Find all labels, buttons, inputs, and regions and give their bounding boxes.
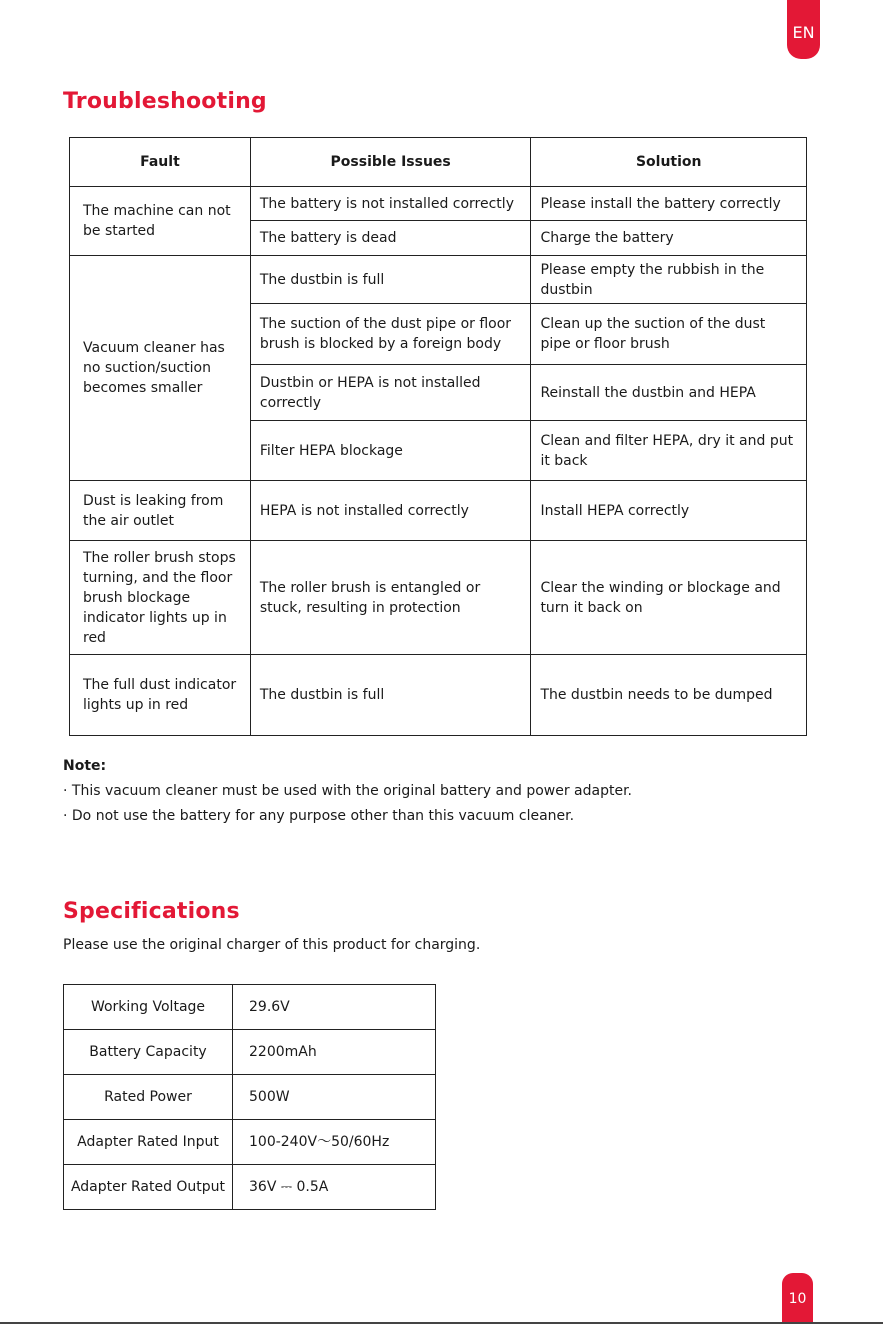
note-item: · This vacuum cleaner must be used with the original battery and power adapter. xyxy=(63,783,633,799)
fault-cell: Dust is leaking from the air outlet xyxy=(70,481,251,541)
fault-cell: The roller brush stops turning, and the floor brush blockage indicator lights up in red xyxy=(70,541,251,655)
table-row xyxy=(70,481,807,541)
table-row xyxy=(64,1030,436,1075)
spec-value: 29.6V xyxy=(233,985,436,1030)
table-row xyxy=(64,1075,436,1120)
solution-cell: Install HEPA correctly xyxy=(531,481,807,541)
table-row xyxy=(64,1120,436,1165)
language-tab: EN xyxy=(787,0,820,59)
solution-cell: Clear the winding or blockage and turn it back on xyxy=(531,541,807,655)
issue-cell: Filter HEPA blockage xyxy=(250,421,531,481)
solution-cell: Please empty the rubbish in the dustbin xyxy=(531,256,807,304)
issue-cell: The suction of the dust pipe or floor brush is blocked by a foreign body xyxy=(250,304,531,365)
table-row xyxy=(70,187,807,221)
note-item: · Do not use the battery for any purpose other than this vacuum cleaner. xyxy=(63,808,575,824)
spec-value: 36V ⎓ 0.5A xyxy=(233,1165,436,1210)
spec-label: Battery Capacity xyxy=(64,1030,233,1075)
page-number: 10 xyxy=(782,1273,813,1324)
spec-value: 100-240V～50/60Hz xyxy=(233,1120,436,1165)
table-row xyxy=(70,256,807,304)
column-header-solution: Solution xyxy=(531,138,807,187)
fault-cell: The full dust indicator lights up in red xyxy=(70,655,251,736)
spec-label: Adapter Rated Input xyxy=(64,1120,233,1165)
troubleshooting-table xyxy=(69,137,807,736)
solution-cell: Please install the battery correctly xyxy=(531,187,807,221)
spec-label: Adapter Rated Output xyxy=(64,1165,233,1210)
spec-value: 500W xyxy=(233,1075,436,1120)
issue-cell: The battery is dead xyxy=(250,221,531,256)
table-row xyxy=(64,985,436,1030)
solution-cell: The dustbin needs to be dumped xyxy=(531,655,807,736)
spec-label: Working Voltage xyxy=(64,985,233,1030)
spec-value: 2200mAh xyxy=(233,1030,436,1075)
column-header-possible-issues: Possible Issues xyxy=(250,138,531,187)
table-row xyxy=(70,655,807,736)
note-title: Note: xyxy=(63,758,107,774)
issue-cell: The roller brush is entangled or stuck, resulting in protection xyxy=(250,541,531,655)
table-row xyxy=(70,541,807,655)
specifications-intro: Please use the original charger of this product for charging. xyxy=(63,937,481,953)
troubleshooting-heading: Troubleshooting xyxy=(63,89,267,114)
specifications-table xyxy=(63,984,436,1210)
table-header-row xyxy=(70,138,807,187)
column-header-fault: Fault xyxy=(70,138,251,187)
solution-cell: Reinstall the dustbin and HEPA xyxy=(531,365,807,421)
fault-cell: Vacuum cleaner has no suction/suction becomes smaller xyxy=(70,256,251,481)
issue-cell: The battery is not installed correctly xyxy=(250,187,531,221)
table-row xyxy=(64,1165,436,1210)
issue-cell: The dustbin is full xyxy=(250,655,531,736)
solution-cell: Charge the battery xyxy=(531,221,807,256)
spec-label: Rated Power xyxy=(64,1075,233,1120)
fault-cell: The machine can not be started xyxy=(70,187,251,256)
issue-cell: HEPA is not installed correctly xyxy=(250,481,531,541)
issue-cell: The dustbin is full xyxy=(250,256,531,304)
solution-cell: Clean up the suction of the dust pipe or floor brush xyxy=(531,304,807,365)
issue-cell: Dustbin or HEPA is not installed correctly xyxy=(250,365,531,421)
specifications-heading: Specifications xyxy=(63,899,240,924)
solution-cell: Clean and filter HEPA, dry it and put it back xyxy=(531,421,807,481)
